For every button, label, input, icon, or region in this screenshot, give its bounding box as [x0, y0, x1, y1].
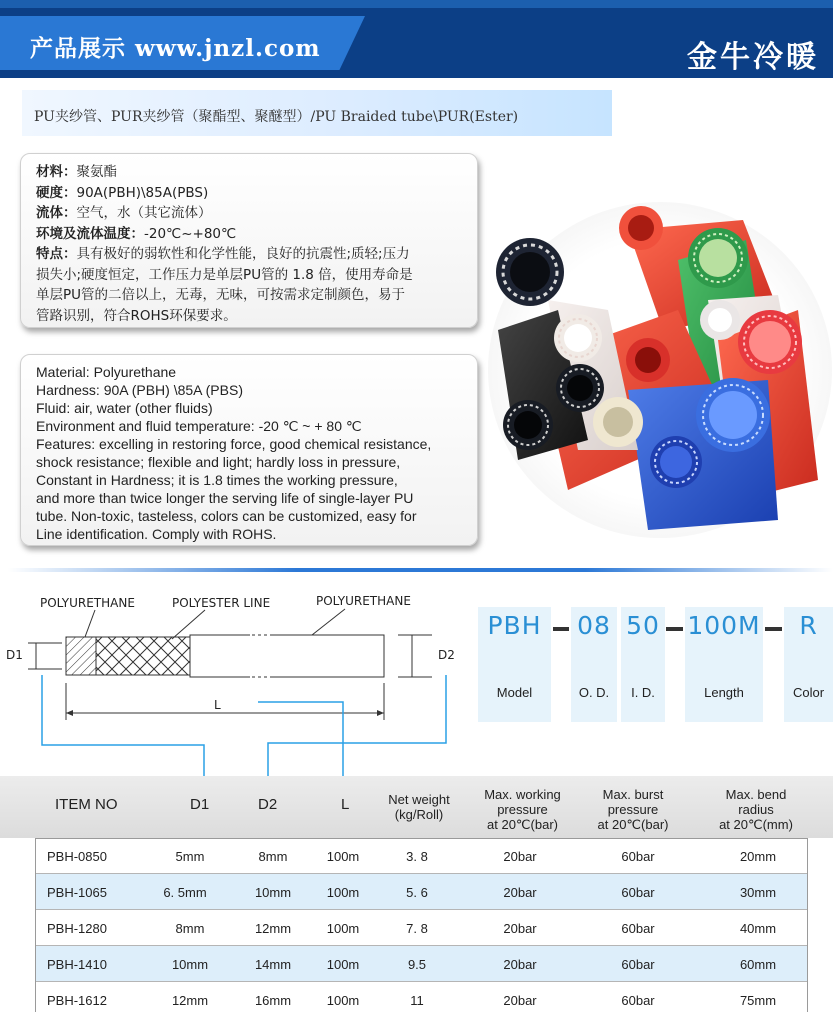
code-length	[685, 607, 763, 722]
spec-features-line: 单层PU管的二倍以上，无毒，无味，可按需求定制颜色，易于	[36, 287, 406, 303]
table-row	[35, 874, 808, 910]
spec-en-line: tube. Non-toxic, tasteless, colors can be customized, easy for	[36, 508, 417, 524]
cell-burst: 60bar	[621, 849, 655, 864]
code-od-label: O. D.	[578, 685, 610, 700]
spec-en-line: shock resistance; flexible and light; hardly loss in pressure,	[36, 454, 401, 470]
spec-en-line: and more than twice longer the serving life of single-layer PU	[36, 490, 414, 506]
code-color-label: Color	[792, 685, 825, 700]
cell-d1: 10mm	[171, 957, 209, 972]
cell-bend: 30mm	[739, 885, 777, 900]
braided-tubes-photo	[478, 200, 833, 540]
cell-bend: 60mm	[739, 957, 777, 972]
tube-structure-diagram	[0, 585, 470, 785]
cell-burst: 60bar	[621, 993, 655, 1008]
code-length-label: Length	[704, 685, 744, 700]
header-site-title: 产品展示 www.jnzl.com	[30, 35, 321, 62]
th-d1: D1	[190, 796, 210, 813]
product-title: PU夹纱管、PUR夹纱管（聚酯型、聚醚型）/PU Braided tube\PUR(Ester)	[34, 109, 519, 125]
header-top-line	[0, 0, 833, 8]
table-header	[0, 776, 833, 838]
table-row	[35, 982, 808, 1012]
spec-en-line: Constant in Hardness; it is 1.8 times the working pressure,	[36, 472, 398, 488]
d2-dimension-label: D2	[438, 648, 455, 662]
code-separator	[666, 627, 683, 631]
table-row	[35, 910, 808, 946]
cell-weight: 7. 8	[406, 921, 428, 936]
cell-d1: 12mm	[171, 993, 209, 1008]
th-burst-pressure: Max. burst pressure at 20℃(bar)	[597, 787, 669, 832]
cell-working: 20bar	[503, 957, 537, 972]
spec-en-line: Material: Polyurethane	[36, 364, 177, 380]
th-bend-radius: Max. bend radius at 20℃(mm)	[719, 787, 793, 832]
spec-box-chinese	[20, 153, 478, 328]
d1-dimension-label: D1	[6, 648, 23, 662]
cell-l: 100m	[326, 849, 360, 864]
th-net-weight: Net weight (kg/Roll)	[388, 792, 450, 822]
cell-d2: 10mm	[254, 885, 292, 900]
cell-l: 100m	[326, 957, 360, 972]
spec-features-line: 管路识别，符合ROHS环保要求。	[36, 307, 237, 324]
th-item-no: ITEM NO	[55, 796, 118, 813]
cell-d2: 14mm	[254, 957, 292, 972]
code-id-label: I. D.	[631, 685, 655, 700]
code-model-label: Model	[496, 685, 533, 700]
cell-working: 20bar	[503, 849, 537, 864]
spec-en-line: Fluid: air, water (other fluids)	[36, 400, 213, 416]
l-dimension-label: L	[214, 698, 221, 712]
code-model	[478, 607, 551, 722]
code-id	[621, 607, 665, 722]
spec-material: 材料：聚氨酯	[36, 164, 117, 180]
cell-d1: 5mm	[175, 849, 205, 864]
product-title-bar	[22, 90, 612, 136]
spec-hardness: 硬度：90A(PBH)\85A(PBS)	[36, 184, 209, 201]
spec-features-line: 损失小;硬度恒定，工作压力是单层PU管的 1.8 倍，使用寿命是	[36, 266, 413, 283]
label-polyurethane-outer: POLYURETHANE	[316, 594, 411, 608]
code-length-value: 100M	[687, 611, 761, 640]
cell-burst: 60bar	[621, 921, 655, 936]
cell-item-no: PBH-1612	[47, 993, 107, 1008]
spec-en-line: Environment and fluid temperature: -20 ℃ ~ + 80 ℃	[36, 418, 362, 434]
cell-working: 20bar	[503, 885, 537, 900]
cell-item-no: PBH-1280	[47, 921, 107, 936]
cell-weight: 11	[410, 993, 424, 1008]
code-separator	[553, 627, 569, 631]
code-id-value: 50	[626, 611, 660, 640]
th-working-pressure: Max. working pressure at 20℃(bar)	[484, 787, 561, 832]
code-od-value: 08	[577, 611, 611, 640]
code-od	[571, 607, 617, 722]
th-d2: D2	[258, 796, 278, 813]
cell-burst: 60bar	[621, 957, 655, 972]
spec-en-line: Line identification. Comply with ROHS.	[36, 526, 277, 542]
cell-d2: 12mm	[254, 921, 292, 936]
section-separator	[8, 568, 833, 572]
cell-working: 20bar	[503, 921, 537, 936]
cell-bend: 75mm	[739, 993, 777, 1008]
table-row	[35, 838, 808, 874]
code-color	[784, 607, 833, 722]
code-model-value: PBH	[487, 611, 542, 640]
label-polyester-line: POLYESTER LINE	[172, 596, 271, 610]
label-polyurethane-inner: POLYURETHANE	[40, 596, 135, 610]
spec-en-line: Features: excelling in restoring force, good chemical resistance,	[36, 436, 432, 452]
cell-d2: 8mm	[258, 849, 288, 864]
cell-item-no: PBH-0850	[47, 849, 107, 864]
spec-box-english	[20, 354, 478, 546]
code-color-value: R	[799, 611, 818, 640]
cell-weight: 5. 6	[406, 885, 428, 900]
spec-fluid: 流体：空气，水（其它流体）	[36, 205, 212, 221]
cell-l: 100m	[326, 885, 360, 900]
spec-temperature: 环境及流体温度：-20℃~+80℃	[36, 225, 237, 242]
th-l: L	[341, 796, 350, 813]
spec-features: 特点：具有极好的弱软性和化学性能，良好的抗震性;质轻;压力	[36, 246, 410, 262]
cell-weight: 9.5	[407, 957, 427, 972]
cell-l: 100m	[326, 993, 360, 1008]
cell-burst: 60bar	[621, 885, 655, 900]
cell-working: 20bar	[503, 993, 537, 1008]
header-brand: 金牛冷暖	[687, 40, 819, 75]
cell-item-no: PBH-1410	[47, 957, 107, 972]
cell-bend: 20mm	[739, 849, 777, 864]
cell-d1: 6. 5mm	[163, 885, 207, 900]
spec-en-line: Hardness: 90A (PBH) \85A (PBS)	[36, 382, 243, 398]
code-separator	[765, 627, 782, 631]
cell-weight: 3. 8	[406, 849, 428, 864]
table-row	[35, 946, 808, 982]
cell-item-no: PBH-1065	[47, 885, 107, 900]
cell-l: 100m	[326, 921, 360, 936]
cell-d2: 16mm	[254, 993, 292, 1008]
cell-d1: 8mm	[175, 921, 205, 936]
cell-bend: 40mm	[739, 921, 777, 936]
